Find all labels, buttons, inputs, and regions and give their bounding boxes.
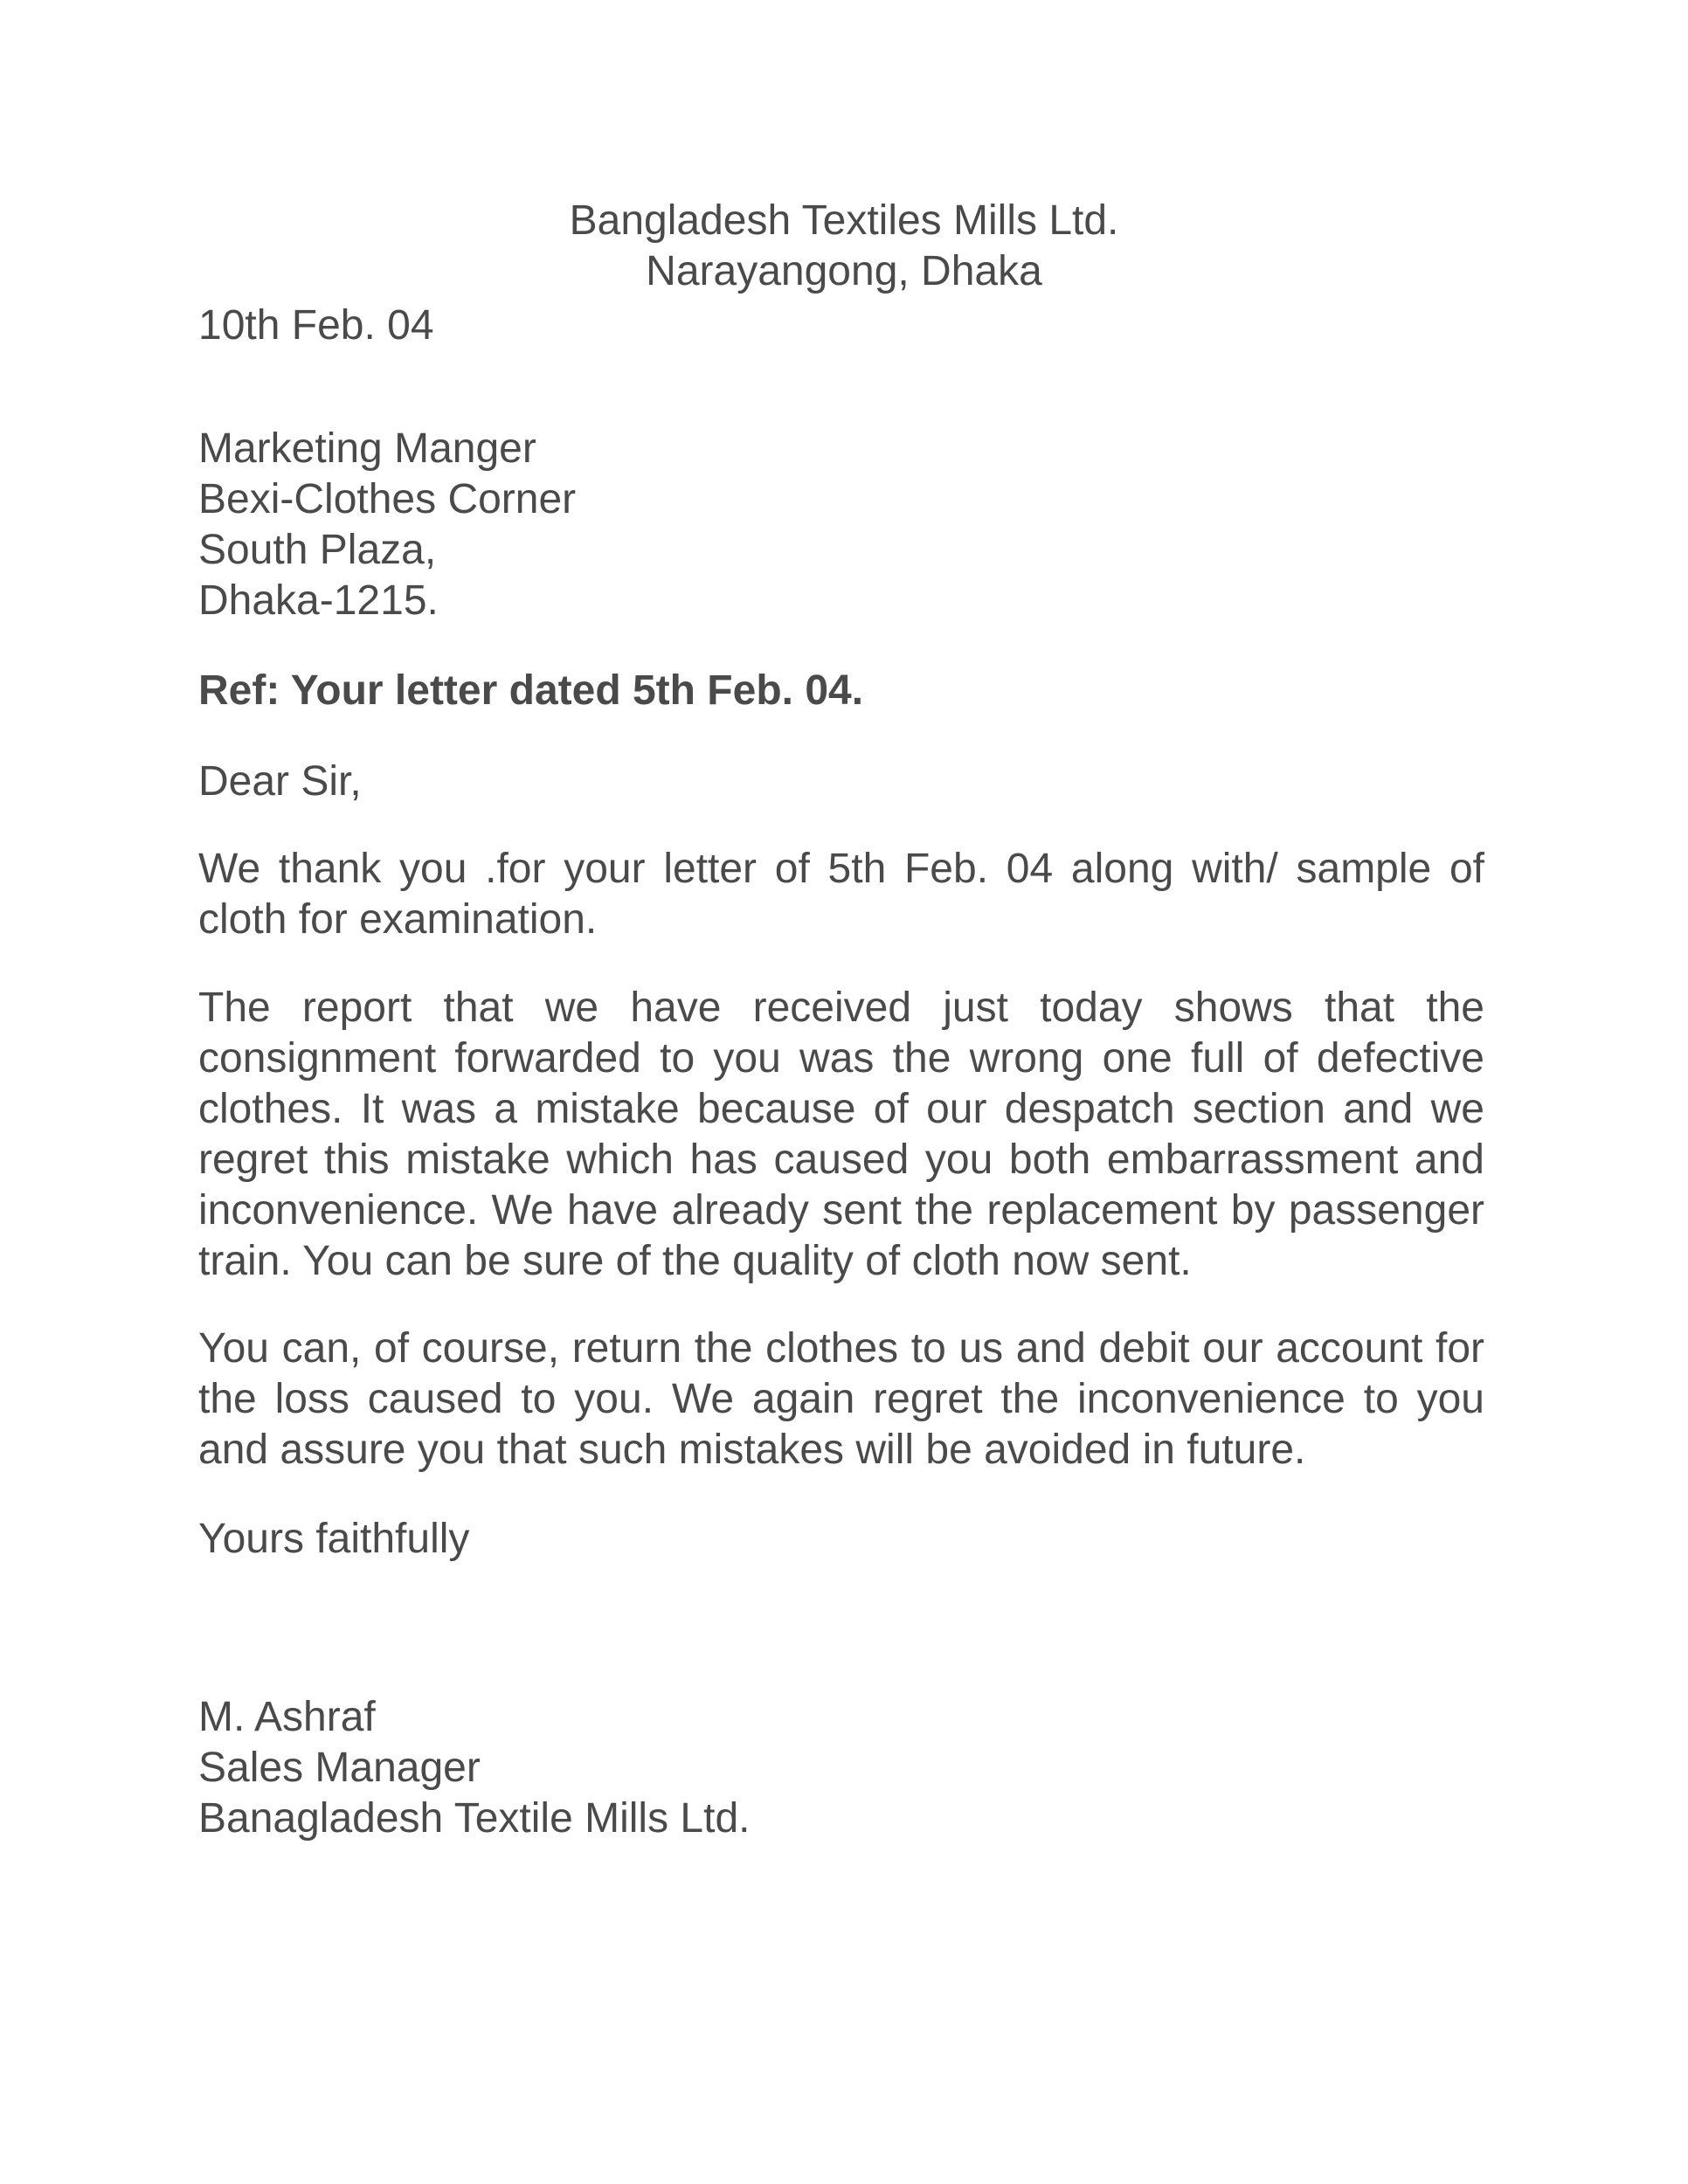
signature-company: Banagladesh Textile Mills Ltd. [198,1795,751,1842]
signature-block [198,1692,1484,1844]
letterhead-location: Narayangong, Dhaka [646,248,1042,294]
salutation: Dear Sir, [198,758,362,805]
reference-line: Ref: Your letter dated 5th Feb. 04. [198,667,864,714]
paragraph-1: We thank you .for your letter of 5th Feb. 04 along with/ sample of cloth for examination. [198,846,1484,943]
recipient-line-4: Dhaka-1215. [198,577,439,624]
recipient-line-1: Marketing Manger [198,425,536,472]
recipient-address [198,424,1484,626]
recipient-line-3: South Plaza, [198,527,437,573]
letterhead-company: Bangladesh Textiles Mills Ltd. [569,197,1119,244]
letter-date: 10th Feb. 04 [198,302,434,349]
paragraph-2: The report that we have received just today shows that the consignment forwarded to you was the wrong one full of defective clothes. It was a mistake because of our despatch section and we regret this mistake which has caused you both embarrassment and inconvenience. We have already sent the replacement by passenger train. You can be sure of the quality of cloth now sent. [198,985,1484,1284]
signature-title: Sales Manager [198,1745,481,1791]
closing: Yours faithfully [198,1516,470,1562]
paragraph-3: You can, of course, return the clothes to us and debit our account for the loss caused to you. We again regret the inconvenience to you and assure you that such mistakes will be avoided in future. [198,1325,1484,1473]
letterhead [0,196,1688,297]
recipient-line-2: Bexi-Clothes Corner [198,476,577,522]
signature-name: M. Ashraf [198,1694,376,1740]
